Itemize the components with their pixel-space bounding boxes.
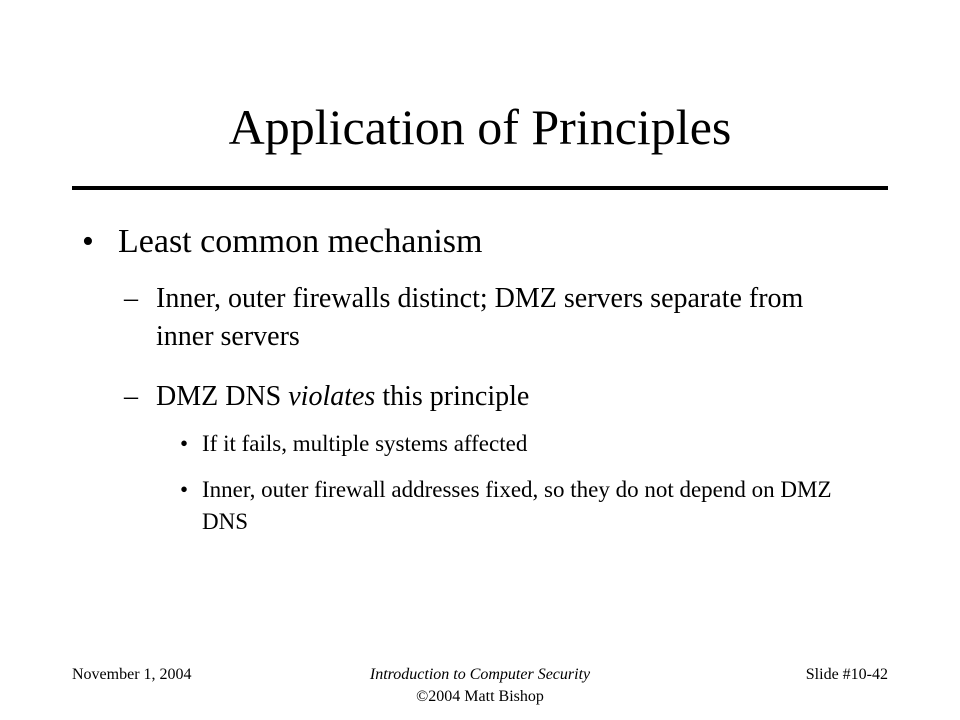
sub-sub-bullet-text: If it fails, multiple systems affected [202, 431, 528, 456]
sub-bullet-text [156, 378, 856, 416]
title-underline [72, 186, 888, 190]
sub-sub-bullet-marker: • [180, 477, 189, 502]
sub-sub-bullet-text: Inner, outer firewall addresses fixed, so they do not depend on DMZ DNS [202, 477, 832, 534]
sub-bullet-text-suffix: this principle [375, 381, 530, 412]
sub-sub-bullet-marker: • [180, 431, 189, 456]
footer-course [280, 664, 680, 708]
sub-bullet-text-prefix: DMZ DNS [156, 381, 289, 412]
footer-copyright: ©2004 Matt Bishop [416, 688, 544, 705]
bullet-text: Least common mechanism [118, 223, 483, 260]
sub-bullet-emphasis: violates [288, 381, 376, 412]
footer-course-title: Introduction to Computer Security [369, 666, 591, 683]
sub-bullet-marker: – [124, 283, 138, 314]
footer-date: November 1, 2004 [72, 666, 192, 683]
sub-bullet-marker: – [124, 381, 138, 412]
footer-slide-number: Slide #10-42 [805, 666, 888, 683]
bullet-marker: • [82, 223, 94, 260]
slide-title: Application of Principles [228, 99, 732, 155]
sub-bullet-text: Inner, outer firewalls distinct; DMZ servers separate from inner servers [156, 283, 804, 352]
